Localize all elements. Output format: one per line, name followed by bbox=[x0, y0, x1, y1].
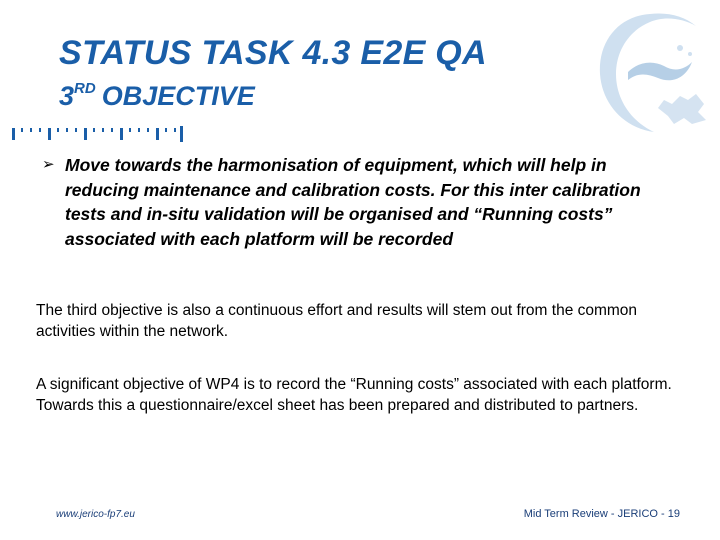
paragraph-running-costs: A significant objective of WP4 is to record the “Running costs” associated with each platform. Towards this a questionnaire/excel sheet has been prepared and distributed to partners. bbox=[36, 376, 672, 414]
decorative-tick-bar bbox=[0, 120, 200, 144]
paragraph-continuous-effort: The third objective is also a continuous effort and results will stem out from the common activities within the network. bbox=[36, 302, 638, 340]
subtitle-superscript: RD bbox=[74, 80, 96, 97]
slide-title: STATUS TASK 4.3 E2E QA bbox=[59, 34, 487, 72]
bullet-text: Move towards the harmonisation of equipment, which will help in reducing maintenance and calibration costs. For this inter calibration tests and in-situ validation will be organised and “Running costs” associated with each platform will be recorded bbox=[65, 155, 641, 249]
subtitle-number: 3 bbox=[59, 81, 75, 111]
slide-subtitle bbox=[59, 80, 255, 112]
arrow-bullet-icon: ➢ bbox=[42, 156, 55, 173]
subtitle-text: OBJECTIVE bbox=[101, 81, 255, 111]
footer-page-label: Mid Term Review - JERICO - 19 bbox=[523, 508, 680, 520]
footer-website-link[interactable]: www.jerico-fp7.eu bbox=[56, 509, 135, 520]
jerico-wave-logo-icon bbox=[588, 8, 712, 148]
